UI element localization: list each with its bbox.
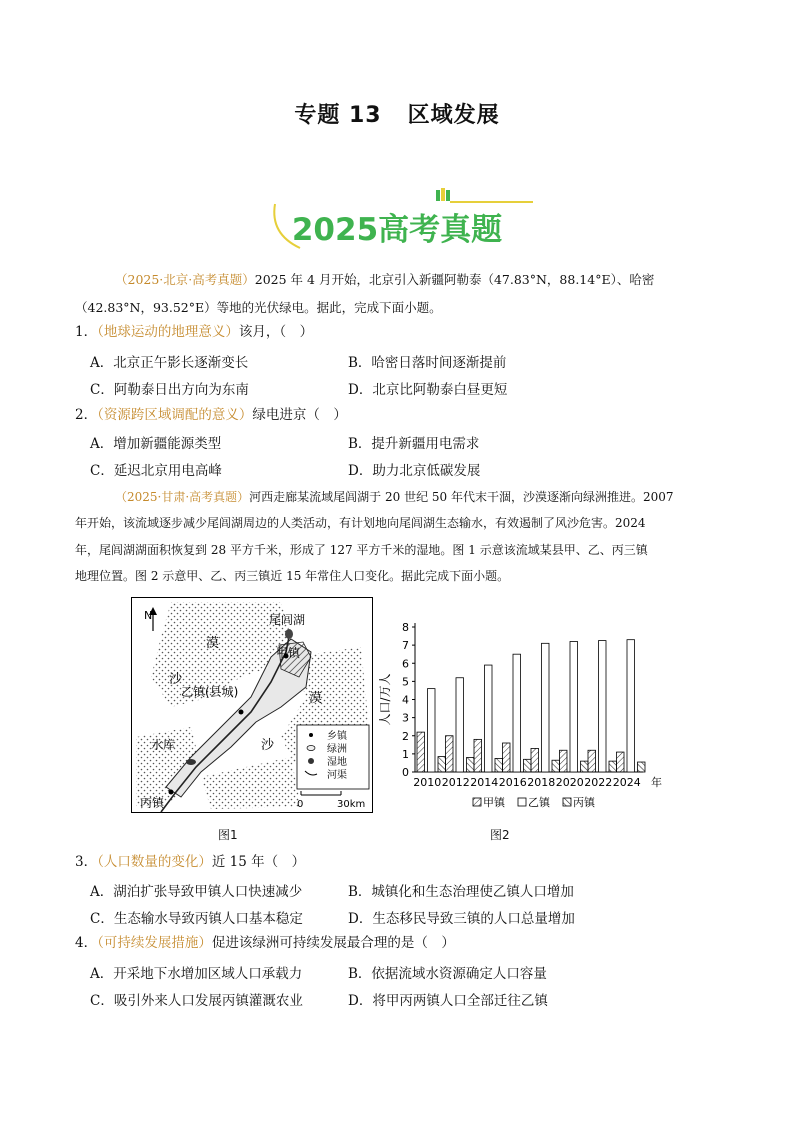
- bar-yi: [485, 665, 493, 772]
- q1-option-c[interactable]: C．阿勒泰日出方向为东南: [90, 382, 249, 398]
- page-title: [0, 98, 794, 129]
- passage2-line1: （2025·甘肃·高考真题）河西走廊某流域尾闾湖于 20 世纪 50 年代末干涸，沙漠逐渐向绿洲推进。2007: [115, 490, 674, 504]
- legend-label-bar-bing: 丙镇: [573, 796, 595, 809]
- bar-jia: [474, 739, 482, 772]
- legend-oasis-label: 绿洲: [327, 744, 347, 755]
- bar-bing: [495, 758, 503, 772]
- chart-bars: [417, 640, 645, 772]
- bar-jia: [531, 748, 539, 772]
- legend-wetland-icon: [308, 758, 314, 764]
- bar-yi: [513, 654, 521, 772]
- bar-jia: [588, 750, 596, 772]
- y-tick-label: 0: [402, 766, 409, 779]
- x-tick-label: 2018: [527, 776, 556, 789]
- scale-start-label: 0: [297, 799, 304, 810]
- x-tick-label: 2012: [441, 776, 470, 789]
- bar-bing: [524, 759, 532, 772]
- figure2-caption: 图2: [490, 828, 510, 842]
- question-1: 1．（地球运动的地理意义）该月，（ ）: [75, 324, 314, 340]
- reservoir-label: 水库: [151, 738, 176, 752]
- bar-bing: [467, 758, 475, 773]
- north-label: N: [144, 609, 153, 622]
- y-tick-label: 4: [402, 693, 409, 707]
- q4-option-c[interactable]: C．吸引外来人口发展丙镇灌溉农业: [90, 993, 303, 1009]
- x-tick-label: 2020: [555, 776, 584, 789]
- legend-town-icon: [309, 733, 313, 737]
- x-tick-label: 2010: [413, 776, 442, 789]
- bar-yi: [627, 640, 635, 772]
- y-tick-label: 3: [402, 711, 409, 725]
- q1-tag: （地球运动的地理意义）: [97, 324, 239, 340]
- figure1-caption: 图1: [218, 828, 238, 842]
- q2-option-a[interactable]: A．增加新疆能源类型: [90, 436, 222, 452]
- y-tick-label: 7: [402, 639, 409, 653]
- q1-option-b[interactable]: B．哈密日落时间逐渐提前: [348, 355, 507, 371]
- passage2-line4: 地理位置。图 2 示意甲、乙、丙三镇近 15 年常住人口变化。据此完成下面小题。: [75, 569, 510, 583]
- map-legend: [297, 725, 369, 789]
- map-figure: [131, 597, 373, 813]
- legend-town-label: 乡镇: [327, 731, 347, 742]
- bar-bing: [552, 760, 560, 772]
- legend-swatch-bar-bing: [563, 798, 571, 806]
- reservoir-marker: [186, 759, 196, 765]
- bar-bing: [609, 761, 617, 772]
- q4-tag: （可持续发展措施）: [97, 935, 212, 951]
- question-2: 2．（资源跨区域调配的意义）绿电进京（ ）: [75, 407, 347, 423]
- q3-option-c[interactable]: C．生态输水导致丙镇人口基本稳定: [90, 911, 303, 927]
- bar-yi: [428, 689, 436, 772]
- q2-tag: （资源跨区域调配的意义）: [97, 407, 253, 423]
- q4-option-d[interactable]: D．将甲丙两镇人口全部迁往乙镇: [348, 993, 548, 1009]
- y-tick-label: 2: [402, 729, 409, 743]
- lake-marker: [285, 629, 293, 639]
- bar-jia: [560, 750, 568, 772]
- legend-river-label: 河渠: [327, 770, 347, 781]
- legend-swatch-bar-jia: [473, 798, 481, 806]
- passage1-line2: （42.83°N，93.52°E）等地的光伏绿电。据此，完成下面小题。: [75, 300, 442, 315]
- bar-yi: [456, 678, 464, 772]
- q3-tag: （人口数量的变化）: [97, 854, 212, 870]
- town-marker-bing: [169, 790, 174, 795]
- legend-label-bar-jia: 甲镇: [483, 796, 505, 809]
- bar-jia: [503, 743, 511, 772]
- title-prefix: 专题 13: [294, 103, 382, 128]
- q4-option-b[interactable]: B．依据流域水资源确定人口容量: [348, 966, 547, 982]
- y-tick-label: 1: [402, 747, 409, 761]
- passage2-line3: 年，尾闾湖湖面积恢复到 28 平方千米，形成了 127 平方千米的湿地。图 1 示意该流域某县甲、乙、丙三镇: [75, 543, 648, 557]
- banner-title: 2025高考真题: [291, 212, 503, 248]
- legend-swatch-bar-yi: [518, 798, 526, 806]
- legend-wetland-label: 湿地: [327, 757, 347, 768]
- y-tick-label: 5: [402, 675, 409, 689]
- population-chart: [375, 615, 675, 815]
- q2-option-b[interactable]: B．提升新疆用电需求: [348, 436, 480, 452]
- bar-bing: [438, 757, 446, 772]
- title-main: 区域发展: [407, 103, 500, 128]
- bar-bing: [581, 761, 589, 772]
- town-marker-yi: [239, 710, 244, 715]
- q1-option-d[interactable]: D．北京比阿勒泰白昼更短: [348, 382, 508, 398]
- bar-bing: [638, 762, 646, 772]
- legend-oasis-icon: [307, 746, 315, 751]
- lake-label: 尾闾湖: [269, 613, 306, 627]
- bar-yi: [542, 643, 550, 772]
- bar-jia: [417, 732, 425, 772]
- passage1-tag: （2025·北京·高考真题）: [115, 272, 255, 287]
- scale-end-label: 30km: [337, 799, 366, 810]
- x-axis-label: 年: [651, 776, 662, 789]
- x-tick-label: 2022: [584, 776, 613, 789]
- question-4: 4．（可持续发展措施）促进该绿洲可持续发展最合理的是（ ）: [75, 935, 455, 951]
- q2-option-d[interactable]: D．助力北京低碳发展: [348, 463, 481, 479]
- bar-jia: [446, 736, 454, 772]
- x-tick-label: 2024: [612, 776, 641, 789]
- yi-label: 乙镇(县城): [181, 685, 239, 699]
- jia-label: 甲镇: [276, 646, 301, 660]
- legend-label-bar-yi: 乙镇: [528, 796, 550, 809]
- question-3: 3．（人口数量的变化）近 15 年（ ）: [75, 854, 306, 870]
- x-tick-label: 2014: [470, 776, 499, 789]
- x-tick-label: 2016: [498, 776, 527, 789]
- q3-option-b[interactable]: B．城镇化和生态治理使乙镇人口增加: [348, 884, 574, 900]
- sha-label-2: 沙: [261, 738, 275, 753]
- y-tick-label: 6: [402, 657, 409, 671]
- passage2-line2: 年开始，该流域逐步减少尾闾湖周边的人类活动，有计划地向尾闾湖生态输水，有效遏制了风沙危害。2024: [75, 516, 646, 530]
- q4-option-a[interactable]: A．开采地下水增加区域人口承载力: [90, 966, 303, 982]
- passage1-line1: （2025·北京·高考真题）2025 年 4 月开始，北京引入新疆阿勒泰（47.83°N，88.14°E）、哈密: [115, 272, 655, 287]
- books-icon: [436, 188, 450, 201]
- q1-option-a[interactable]: A．北京正午影长逐渐变长: [90, 355, 249, 371]
- bar-yi: [599, 641, 607, 772]
- passage2-tag: （2025·甘肃·高考真题）: [115, 490, 250, 504]
- bing-label: 丙镇: [140, 796, 165, 810]
- bar-yi: [570, 642, 578, 773]
- q3-option-a[interactable]: A．湖泊扩张导致甲镇人口快速减少: [90, 884, 303, 900]
- chart-legend: [473, 795, 596, 809]
- sha-label-1: 沙: [169, 672, 183, 687]
- q3-option-d[interactable]: D．生态移民导致三镇的人口总量增加: [348, 911, 575, 927]
- q2-option-c[interactable]: C．延迟北京用电高峰: [90, 463, 222, 479]
- y-tick-label: 8: [402, 621, 409, 634]
- y-axis-label: 人口/万人: [378, 673, 392, 726]
- mo-label-1: 漠: [206, 636, 220, 651]
- mo-label-2: 漠: [309, 691, 323, 706]
- bar-jia: [617, 752, 625, 772]
